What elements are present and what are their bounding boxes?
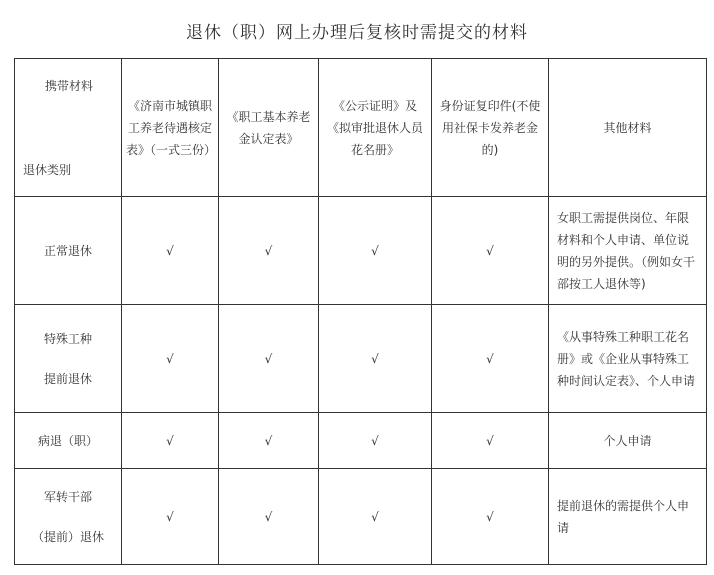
category-cell [15,305,122,413]
check-mark: √ [432,469,549,565]
category-cell [15,413,122,469]
other-materials-cell: 提前退休的需提供个人申请 [549,469,707,565]
column-header: 其他材料 [549,59,707,197]
check-mark: √ [432,413,549,469]
category-line: 特殊工种 [43,331,92,346]
check-mark: √ [319,469,432,565]
check-mark: √ [122,197,219,305]
column-header: 《济南市城镇职工养老待遇核定表》（一式三份） [122,59,219,197]
check-mark: √ [319,305,432,413]
other-materials-cell: 个人申请 [549,413,707,469]
check-mark: √ [122,413,219,469]
category-line: 病退（职） [37,433,98,448]
table-row [15,197,707,305]
corner-label-materials: 携带材料 [45,79,94,93]
check-mark: √ [122,305,219,413]
table-row [15,305,707,413]
check-mark: √ [219,197,319,305]
corner-header-cell [15,59,122,197]
category-line: 正常退休 [43,243,92,258]
column-header: 身份证复印件(不使用社保卡发养老金的) [432,59,549,197]
category-cell [15,469,122,565]
header-row [15,59,707,197]
category-line: 军转干部 [43,489,92,504]
check-mark: √ [432,197,549,305]
other-materials-cell: 《从事特殊工种职工花名册》或《企业从事特殊工种时间认定表》、个人申请 [549,305,707,413]
check-mark: √ [219,469,319,565]
category-line: 提前退休 [43,371,92,386]
table-row [15,413,707,469]
table-row [15,469,707,565]
page-title: 退休（职）网上办理后复核时需提交的材料 [186,23,528,43]
check-mark: √ [219,413,319,469]
check-mark: √ [319,413,432,469]
check-mark: √ [122,469,219,565]
corner-label-category: 退休类别 [23,163,72,177]
category-cell [15,197,122,305]
other-materials-cell: 女职工需提供岗位、年限材料和个人申请、单位说明的另外提供。（例如女干部按工人退休等) [549,197,707,305]
check-mark: √ [219,305,319,413]
category-line: （提前）退休 [31,529,104,544]
column-header: 《职工基本养老金认定表》 [219,59,319,197]
materials-table [14,58,707,565]
check-mark: √ [432,305,549,413]
check-mark: √ [319,197,432,305]
column-header: 《公示证明》及《拟审批退休人员花名册》 [319,59,432,197]
